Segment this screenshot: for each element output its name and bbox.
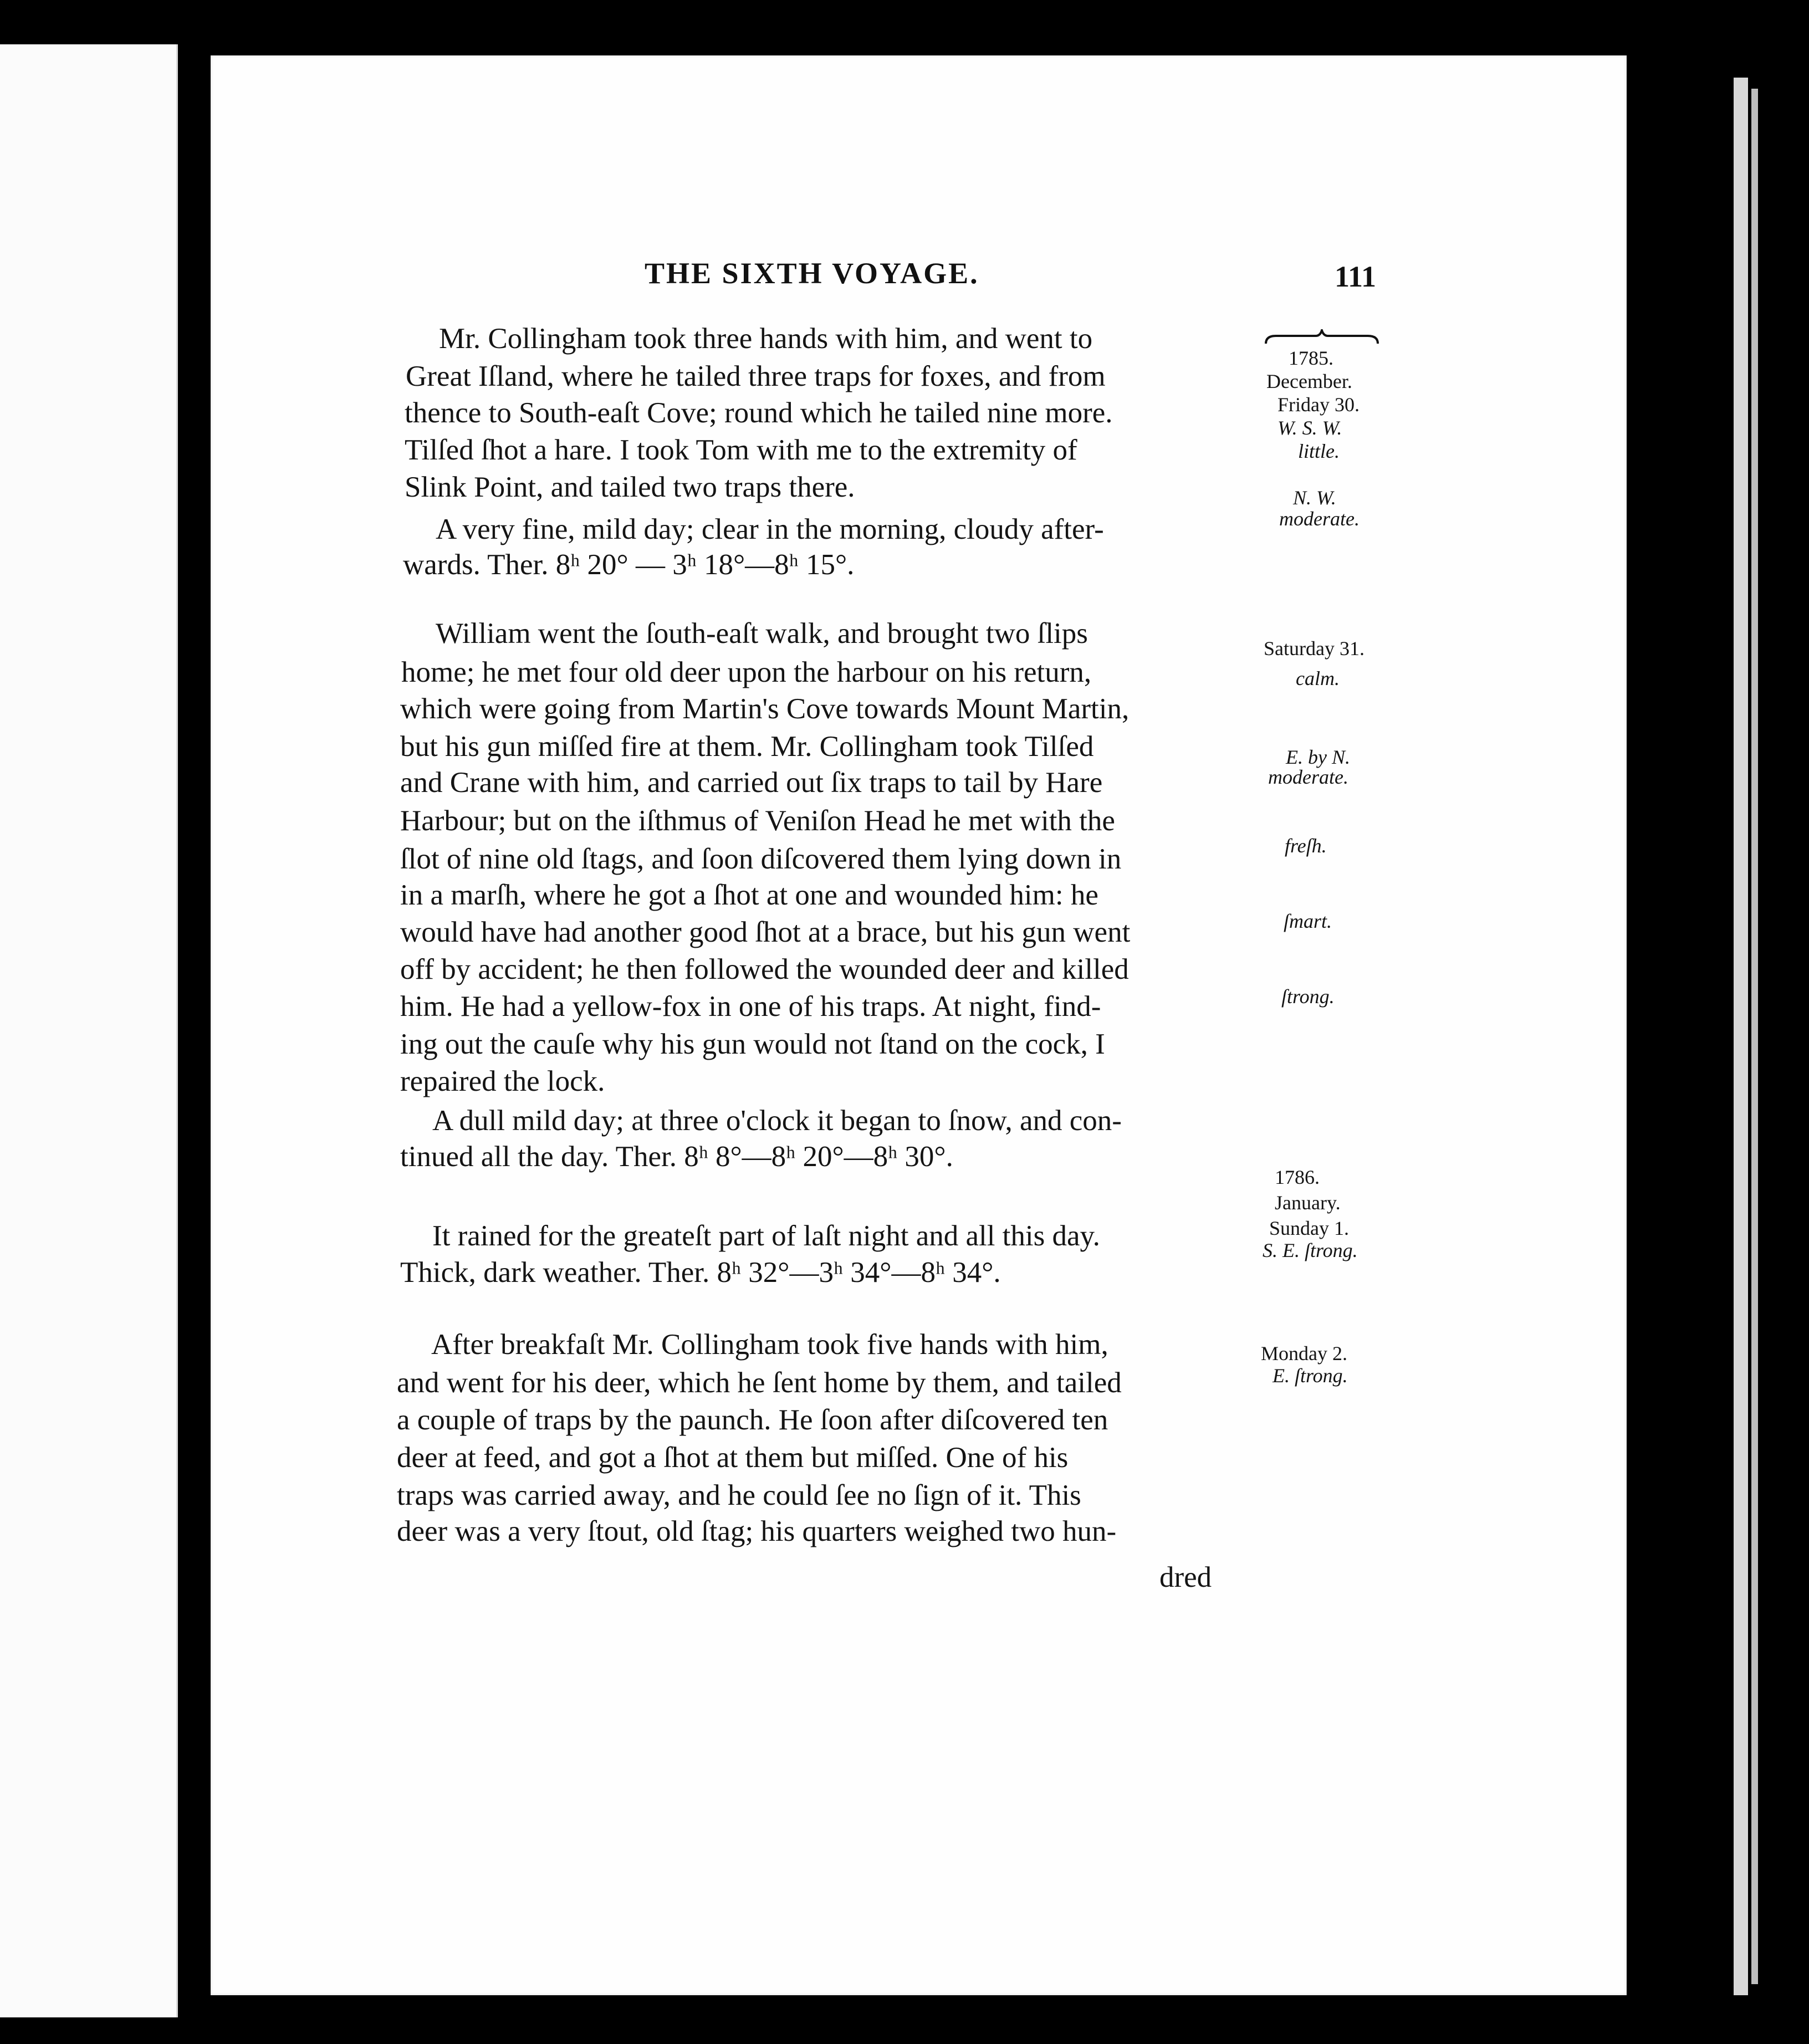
text-line: him. He had a yellow-fox in one of his traps. At night, find- xyxy=(400,990,1101,1023)
text-line: in a marſh, where he got a ſhot at one and wounded him: he xyxy=(400,879,1098,911)
text-line: It rained for the greateſt part of laſt night and all this day. xyxy=(432,1220,1100,1252)
text-line: repaired the lock. xyxy=(400,1065,605,1097)
margin-day: Saturday 31. xyxy=(1264,637,1365,660)
facing-page-edge xyxy=(0,44,178,2017)
page-stack-edge-inner xyxy=(1751,89,1758,1984)
text-line: Mr. Collingham took three hands with him, and went to xyxy=(439,323,1093,355)
text-line: wards. Ther. 8ʰ 20° — 3ʰ 18°—8ʰ 15°. xyxy=(403,549,855,581)
text-line: ing out the cauſe why his gun would not ſtand on the cock, I xyxy=(400,1028,1105,1060)
text-line: and Crane with him, and carried out ſix traps to tail by Hare xyxy=(400,766,1103,799)
text-line: home; he met four old deer upon the harbour on his return, xyxy=(401,656,1092,688)
text-line: Thick, dark weather. Ther. 8ʰ 32°—3ʰ 34°—8ʰ 34°. xyxy=(400,1256,1001,1289)
margin-month: December. xyxy=(1266,370,1352,392)
text-line: A very fine, mild day; clear in the morning, cloudy after- xyxy=(436,513,1104,545)
text-line: a couple of traps by the paunch. He ſoon after diſcovered ten xyxy=(397,1404,1108,1436)
catchword: dred xyxy=(1159,1561,1212,1593)
text-line: ſlot of nine old ſtags, and ſoon diſcovered them lying down in xyxy=(400,843,1122,875)
page-stack-edge xyxy=(1734,78,1748,1995)
margin-wind: freſh. xyxy=(1285,835,1327,857)
text-line: deer at feed, and got a ſhot at them but miſſed. One of his xyxy=(397,1442,1069,1474)
margin-wind: E. ſtrong. xyxy=(1273,1365,1348,1387)
text-line: thence to South-eaſt Cove; round which he tailed nine more. xyxy=(405,397,1113,429)
margin-wind: moderate. xyxy=(1268,766,1348,788)
margin-wind: ſtrong. xyxy=(1281,985,1335,1008)
text-line: and went for his deer, which he ſent home by them, and tailed xyxy=(397,1367,1122,1399)
margin-year: 1785. xyxy=(1289,347,1333,369)
text-line: off by accident; he then followed the wounded deer and killed xyxy=(400,953,1129,985)
margin-day: Friday 30. xyxy=(1277,394,1360,416)
margin-day: Monday 2. xyxy=(1261,1342,1347,1365)
margin-year: 1786. xyxy=(1275,1166,1320,1188)
margin-wind: calm. xyxy=(1296,667,1340,689)
margin-wind: E. by N. xyxy=(1286,746,1350,768)
text-line: Harbour; but on the iſthmus of Veniſon Head he met with the xyxy=(400,805,1115,837)
margin-brace xyxy=(1265,329,1379,346)
text-line: William went the ſouth-eaſt walk, and brought two ſlips xyxy=(436,617,1088,650)
text-line: Great Iſland, where he tailed three traps for foxes, and from xyxy=(406,360,1106,392)
margin-wind: moderate. xyxy=(1279,508,1360,530)
page-number: 111 xyxy=(1335,260,1377,293)
text-line: Tilſed ſhot a hare. I took Tom with me to the extremity of xyxy=(405,434,1077,466)
margin-wind: ſmart. xyxy=(1284,910,1332,932)
text-line: which were going from Martin's Cove towards Mount Martin, xyxy=(400,693,1130,725)
text-line: would have had another good ſhot at a brace, but his gun went xyxy=(400,916,1131,948)
margin-day: Sunday 1. xyxy=(1269,1217,1349,1239)
running-head: THE SIXTH VOYAGE. xyxy=(645,257,979,290)
margin-wind: N. W. xyxy=(1293,487,1336,509)
text-line: Slink Point, and tailed two traps there. xyxy=(405,471,855,503)
text-line: After breakfaſt Mr. Collingham took five hands with him, xyxy=(431,1328,1108,1361)
text-line: A dull mild day; at three o'clock it began to ſnow, and con- xyxy=(432,1105,1122,1137)
text-line: traps was carried away, and he could ſee no ſign of it. This xyxy=(397,1479,1081,1511)
text-line: but his gun miſſed fire at them. Mr. Collingham took Tilſed xyxy=(400,730,1094,763)
margin-month: January. xyxy=(1275,1192,1341,1214)
margin-wind: S. E. ſtrong. xyxy=(1263,1239,1358,1261)
margin-wind: W. S. W. xyxy=(1277,417,1342,439)
text-line: deer was a very ſtout, old ſtag; his quarters weighed two hun- xyxy=(397,1515,1117,1547)
text-line: tinued all the day. Ther. 8ʰ 8°—8ʰ 20°—8ʰ 30°. xyxy=(400,1141,953,1173)
margin-wind: little. xyxy=(1298,440,1340,462)
